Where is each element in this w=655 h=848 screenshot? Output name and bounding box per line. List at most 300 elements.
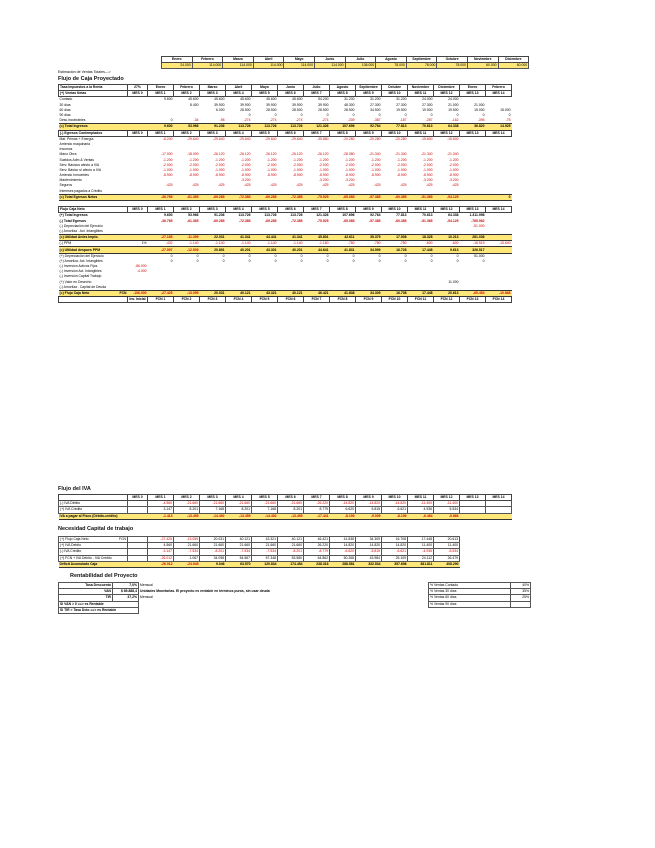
cell[interactable]: -1.000 [422, 167, 433, 172]
cell[interactable]: -27.597 [148, 247, 174, 253]
cell[interactable]: 0 [430, 113, 433, 118]
cell[interactable]: 3.147 [148, 507, 174, 513]
cell[interactable]: -1.200 [344, 157, 355, 162]
sales-value[interactable]: 114.000 [253, 63, 284, 69]
cell[interactable]: -425 [269, 183, 277, 188]
row-label[interactable]: (=) Total Egresos Netos [59, 194, 128, 200]
cell[interactable]: 17.448 [408, 290, 434, 296]
cell[interactable]: -425 [425, 183, 433, 188]
row-label[interactable]: (-) Inversion Activos Fijos [59, 264, 98, 269]
mes-header[interactable]: MES 1 [148, 495, 174, 501]
row-label[interactable]: (=) Utilidad despues PPM [59, 247, 128, 253]
sales-value[interactable]: 78.000 [376, 63, 407, 69]
cell[interactable]: 45.600 [292, 97, 303, 102]
cell[interactable]: -8.201 [278, 549, 304, 555]
row-label[interactable]: (=) Utilidad Antes Impto. [59, 235, 128, 241]
month-header[interactable]: Julio [304, 85, 330, 91]
cell[interactable]: -8.900 [370, 173, 381, 178]
cell[interactable]: 14.820 [382, 543, 408, 549]
row-label[interactable]: (+) IVA Crédito [59, 507, 128, 513]
cell[interactable]: -36.765 [148, 194, 174, 200]
cell[interactable]: -8.900 [448, 173, 459, 178]
mes-header[interactable]: MES 4 [226, 495, 252, 501]
cell[interactable]: -24.945 [174, 561, 200, 567]
cell[interactable]: 21.000 [448, 102, 459, 107]
cell[interactable]: 7.168 [200, 507, 226, 513]
row-label[interactable]: (-) IVA Débito [59, 501, 128, 507]
cell[interactable]: 408.290 [434, 561, 460, 567]
cell[interactable]: -29.640 [239, 136, 251, 141]
cell[interactable]: -425 [399, 183, 407, 188]
sales-value[interactable]: 114.000 [223, 63, 254, 69]
cell[interactable]: 53.966 [188, 213, 199, 218]
cell[interactable]: -12.539 [174, 247, 200, 253]
cell[interactable]: -1.000 [396, 167, 407, 172]
cell[interactable]: 20.613 [434, 290, 460, 296]
cell[interactable]: 6.621 [382, 507, 408, 513]
cell[interactable]: 46.421 [304, 290, 330, 296]
mes-header[interactable]: MES 10 [382, 495, 408, 501]
cell[interactable]: 19.500 [422, 107, 433, 112]
cell[interactable]: -14.492 [200, 513, 226, 519]
cell[interactable]: 27.300 [422, 102, 433, 107]
month-header[interactable]: Junio [278, 85, 304, 91]
mes-header[interactable]: MES 3 [200, 207, 226, 213]
cell[interactable]: 48.300 [344, 102, 355, 107]
cell[interactable]: 16.708 [382, 290, 408, 296]
cell[interactable]: -26.120 [291, 152, 303, 157]
cell[interactable]: -72.385 [226, 194, 252, 200]
cell[interactable]: 28.500 [318, 107, 329, 112]
cell[interactable]: -72.385 [278, 194, 304, 200]
cell[interactable]: -61.365 [174, 194, 200, 200]
cell[interactable]: 17.508 [382, 235, 408, 241]
cell[interactable]: 21.660 [200, 543, 226, 549]
cell[interactable]: -8.900 [344, 173, 355, 178]
cell[interactable]: 54.567 [226, 555, 252, 561]
cell[interactable]: 41.341 [278, 235, 304, 241]
split-label[interactable]: % Ventas 60 días [429, 595, 511, 601]
cell[interactable]: 36.820 [460, 124, 486, 130]
cell[interactable]: -3.200 [448, 178, 459, 183]
cell[interactable]: -26.120 [213, 152, 225, 157]
cell[interactable]: -75.525 [304, 194, 330, 200]
split-label[interactable]: % Ventas 90 días [429, 601, 511, 607]
cell[interactable]: -21.660 [278, 501, 304, 507]
cell[interactable]: -780 [347, 241, 355, 246]
cell[interactable]: -7.534 [252, 549, 278, 555]
mes-header[interactable]: MES 8 [330, 495, 356, 501]
cell[interactable]: -187 [399, 118, 407, 123]
cell[interactable]: 53.966 [174, 124, 200, 130]
cell[interactable]: -8.900 [396, 173, 407, 178]
cell[interactable]: 0 [378, 253, 381, 258]
cell[interactable]: -21.340 [395, 152, 407, 157]
cell[interactable]: -69.285 [200, 194, 226, 200]
cell[interactable]: 357.698 [382, 561, 408, 567]
cell[interactable]: -2.000 [188, 162, 199, 167]
cell[interactable]: 44.441 [252, 235, 278, 241]
month-header[interactable]: Mayo [284, 57, 315, 63]
cell[interactable]: -21.340 [369, 152, 381, 157]
cell[interactable]: -54.125 [447, 218, 459, 223]
cell[interactable]: -1.000 [448, 167, 459, 172]
cell[interactable]: 54.200 [318, 97, 329, 102]
cell[interactable]: -1.000 [370, 167, 381, 172]
cell[interactable]: 40.121 [226, 290, 252, 296]
month-header[interactable]: Agosto [376, 57, 407, 63]
rent-label[interactable]: VAN [59, 589, 113, 595]
cell[interactable]: 9.600 [148, 124, 174, 130]
sales-value[interactable]: 114.000 [314, 63, 345, 69]
cell[interactable]: 0 [326, 253, 329, 258]
cell[interactable]: -75 [505, 118, 511, 123]
mes-header[interactable]: MES 5 [252, 91, 278, 97]
cell[interactable]: -395 [477, 118, 485, 123]
cell[interactable]: 1.311.998 [469, 213, 485, 218]
cell[interactable]: -425 [217, 183, 225, 188]
mes-header[interactable]: MES 8 [330, 130, 356, 136]
cell[interactable]: -1.000 [344, 167, 355, 172]
row-label[interactable]: IVA a pagar al Fisco (Débito-crédito) [59, 513, 128, 519]
cell[interactable]: -6.621 [382, 549, 408, 555]
cell[interactable]: -26.120 [317, 152, 329, 157]
cell[interactable]: 14.820 [356, 543, 382, 549]
cell[interactable]: -29.640 [187, 136, 199, 141]
cell[interactable]: 92.764 [356, 124, 382, 130]
cell[interactable]: -21.340 [421, 152, 433, 157]
tasa-label[interactable]: Tasa Impuestos a la Renta [59, 85, 128, 91]
cell[interactable]: 0 [222, 253, 225, 258]
cell[interactable]: -1.200 [422, 157, 433, 162]
cell[interactable]: 4.936 [408, 507, 434, 513]
mes-header[interactable]: MES 1 [148, 130, 174, 136]
cell[interactable]: 21.660 [252, 543, 278, 549]
cell[interactable]: -8.900 [214, 173, 225, 178]
cell[interactable]: -21.340 [447, 152, 459, 157]
cell[interactable]: -7.534 [174, 549, 200, 555]
cell[interactable]: -17.441 [304, 513, 330, 519]
mes-header[interactable]: MES 10 [382, 130, 408, 136]
cell[interactable]: 281.036 [460, 235, 486, 241]
mes-header[interactable]: MES 5 [252, 130, 278, 136]
cell[interactable]: -6.620 [330, 549, 356, 555]
cell[interactable]: -51.000 [473, 223, 485, 228]
cell[interactable]: 92.764 [370, 213, 381, 218]
month-header[interactable]: Octubre [382, 85, 408, 91]
cell[interactable]: 8.201 [278, 507, 304, 513]
row-label[interactable]: Mano Obra [59, 152, 77, 157]
cell[interactable]: -72.385 [291, 218, 303, 223]
cell[interactable]: 5.534 [434, 507, 460, 513]
cell[interactable]: 41.341 [226, 235, 252, 241]
cell[interactable]: -8.900 [318, 173, 329, 178]
cell[interactable]: -15.600 [447, 136, 459, 141]
cell[interactable]: 0 [482, 258, 485, 263]
cell[interactable]: 39.900 [292, 102, 303, 107]
cell[interactable]: 0 [352, 113, 355, 118]
cell[interactable]: -26.220 [304, 501, 330, 507]
cell[interactable]: 11.000 [448, 279, 459, 284]
cell[interactable]: 57.348 [252, 555, 278, 561]
mes-header[interactable]: MES 6 [278, 207, 304, 213]
cell[interactable]: 332.534 [356, 561, 382, 567]
cell[interactable]: 45.801 [304, 235, 330, 241]
mes-header[interactable]: MES 7 [304, 91, 330, 97]
cell[interactable]: -36.765 [161, 218, 173, 223]
cell[interactable]: 34.098 [200, 555, 226, 561]
cell[interactable]: -8.900 [292, 173, 303, 178]
mes-header[interactable]: MES 9 [356, 207, 382, 213]
cell[interactable]: -1.200 [162, 157, 173, 162]
month-header[interactable]: Julio [345, 57, 376, 63]
cell[interactable]: 40.201 [278, 247, 304, 253]
mes-header[interactable]: MES 3 [200, 495, 226, 501]
cell[interactable]: 34.500 [370, 107, 381, 112]
mes-header[interactable]: MES 10 [382, 91, 408, 97]
cell[interactable]: -1.200 [240, 157, 251, 162]
row-label[interactable]: (-) PPM [59, 241, 72, 246]
mes-header[interactable]: MES 12 [434, 207, 460, 213]
cell[interactable]: 21.000 [474, 102, 485, 107]
cell[interactable]: 16.728 [382, 247, 408, 253]
cell[interactable]: 24.000 [422, 97, 433, 102]
row-label[interactable]: Desc.incobrables [59, 118, 86, 123]
cell[interactable]: -65.085 [343, 218, 355, 223]
cell[interactable]: -26.120 [265, 152, 277, 157]
mes-header[interactable]: MES 5 [252, 495, 278, 501]
cell[interactable]: -35.880 [317, 136, 329, 141]
cell[interactable]: 20.613 [434, 537, 460, 543]
cell[interactable]: 0 [456, 253, 459, 258]
month-header[interactable]: Enero [162, 57, 193, 63]
row-label[interactable]: (-) Inversion Capital Trabajo [59, 274, 102, 279]
month-header[interactable]: Septiembre [356, 85, 382, 91]
cell[interactable]: 0 [274, 113, 277, 118]
fcn-period-label[interactable]: FCN 11 [408, 297, 434, 303]
cell[interactable]: 0 [378, 113, 381, 118]
cell[interactable]: -27.425 [148, 537, 174, 543]
cell[interactable]: -13.459 [174, 513, 200, 519]
cell[interactable]: 34.309 [356, 290, 382, 296]
cell[interactable]: 113.726 [238, 213, 251, 218]
cell[interactable]: 113.726 [252, 124, 278, 130]
cell[interactable]: 0 [170, 118, 173, 123]
cell[interactable]: 91.236 [200, 124, 226, 130]
cell[interactable]: -29.640 [291, 136, 303, 141]
cell[interactable]: 121.326 [304, 124, 330, 130]
cell[interactable]: 8.201 [226, 507, 252, 513]
rent-label[interactable]: TIR [59, 595, 113, 601]
cell[interactable]: 9.600 [164, 97, 173, 102]
mes-header[interactable]: MES 13 [460, 91, 486, 97]
cell[interactable]: 45.600 [214, 97, 225, 102]
cell[interactable]: 20.891 [200, 247, 226, 253]
cell[interactable]: -8.199 [382, 513, 408, 519]
month-header[interactable]: Diciembre [434, 85, 460, 91]
cell[interactable]: 0 [274, 253, 277, 258]
cell[interactable]: 0 [300, 253, 303, 258]
cell[interactable]: -98 [219, 118, 225, 123]
cell[interactable]: 39.900 [318, 102, 329, 107]
cell[interactable]: -26.012 [148, 555, 174, 561]
cell[interactable]: 19.500 [448, 107, 459, 112]
cell[interactable]: -1.140 [266, 241, 277, 246]
cell[interactable]: -2.000 [448, 162, 459, 167]
cell[interactable]: 0 [430, 253, 433, 258]
cell[interactable]: 41.838 [330, 537, 356, 543]
ppm-rate[interactable]: 1% [141, 241, 147, 246]
cell[interactable]: 46.421 [304, 537, 330, 543]
cell[interactable]: 326.517 [460, 247, 486, 253]
cell[interactable]: 0 [222, 258, 225, 263]
sales-value[interactable]: 136.000 [345, 63, 376, 69]
cell[interactable]: 107.696 [342, 213, 355, 218]
cell[interactable]: 0 [274, 258, 277, 263]
cell[interactable]: 15.000 [500, 107, 511, 112]
cell[interactable]: -51.365 [421, 218, 433, 223]
cell[interactable]: 31.200 [344, 97, 355, 102]
cell[interactable]: 11.400 [408, 543, 434, 549]
cell[interactable]: 31.200 [370, 97, 381, 102]
cell[interactable]: 0 [378, 258, 381, 263]
cell[interactable]: 21.660 [174, 543, 200, 549]
cell[interactable]: 43.984 [356, 555, 382, 561]
cell[interactable]: -425 [191, 183, 199, 188]
cell[interactable]: 4.560 [148, 543, 174, 549]
cell[interactable]: -2.000 [396, 162, 407, 167]
cell[interactable]: -20.280 [343, 136, 355, 141]
mes-header[interactable]: MES 4 [226, 91, 252, 97]
month-header[interactable]: Marzo [200, 85, 226, 91]
cell[interactable]: -11.400 [408, 501, 434, 507]
cell[interactable]: -425 [347, 183, 355, 188]
cell[interactable]: -26.012 [148, 561, 174, 567]
cell[interactable]: -10.868 [486, 290, 512, 296]
cell[interactable]: 10.213 [434, 235, 460, 241]
rent-value[interactable]: 37,2% [113, 595, 139, 601]
mes-header[interactable]: MES 3 [200, 130, 226, 136]
cell[interactable]: -69.285 [213, 218, 225, 223]
mes-header[interactable]: MES 2 [174, 495, 200, 501]
cell[interactable]: -20.280 [369, 136, 381, 141]
row-label[interactable]: (+) Depreciación del Ejercicio [59, 253, 104, 258]
cell[interactable]: 27.300 [370, 102, 381, 107]
cell[interactable]: 18.328 [408, 235, 434, 241]
month-header[interactable]: Abril [226, 85, 252, 91]
cell[interactable]: -1.000 [214, 167, 225, 172]
rent-value[interactable]: $ 89.888,4 [113, 589, 139, 595]
fcn-period-label[interactable]: Inv. Inicial [129, 297, 146, 302]
cell[interactable]: 16.708 [382, 537, 408, 543]
row-label[interactable]: Sueldos Adm & Ventas [59, 157, 94, 162]
cell[interactable]: 40.201 [226, 247, 252, 253]
cell[interactable]: 9.046 [200, 561, 226, 567]
cell[interactable]: -2.000 [318, 162, 329, 167]
month-header[interactable]: Enero [460, 85, 486, 91]
rent-note[interactable]: Mensual [140, 583, 153, 588]
cell[interactable]: -1.200 [292, 157, 303, 162]
cell[interactable]: -274 [295, 118, 303, 123]
mes-header[interactable]: MES 9 [356, 130, 382, 136]
cell[interactable]: 107.696 [330, 124, 356, 130]
tir-rule[interactable]: Si TIR > Tasa Dcto ==> es Rentable [59, 607, 139, 613]
cell[interactable]: 0 [248, 258, 251, 263]
cell[interactable]: -425 [321, 183, 329, 188]
mes-header[interactable]: MES 4 [226, 207, 252, 213]
cell[interactable] [460, 513, 486, 519]
cell[interactable]: 0 [248, 253, 251, 258]
cell[interactable]: -5.866 [434, 513, 460, 519]
cell[interactable]: -16.519 [473, 241, 485, 246]
cell[interactable]: 15.000 [474, 107, 485, 112]
cell[interactable]: -1.200 [448, 157, 459, 162]
row-label[interactable]: (-) Total Egresos [59, 218, 86, 223]
cell[interactable]: 24.112 [408, 555, 434, 561]
cell[interactable]: 9.600 [164, 213, 173, 218]
cell[interactable]: 0 [196, 258, 199, 263]
month-header[interactable]: Septiembre [406, 57, 437, 63]
mes-header[interactable]: MES 11 [408, 91, 434, 97]
cell[interactable]: -2.000 [292, 162, 303, 167]
mes-header[interactable]: MES 11 [408, 130, 434, 136]
fcn-period-label[interactable]: FCN 4 [226, 297, 252, 303]
sales-value[interactable]: 60.000 [467, 63, 498, 69]
cell[interactable]: 121.326 [316, 213, 329, 218]
cell[interactable] [128, 561, 148, 567]
cell[interactable]: -339 [347, 118, 355, 123]
fcn-period-label[interactable]: FCN 1 [148, 297, 174, 303]
row-label[interactable]: 90 días [59, 113, 71, 118]
month-header[interactable]: Octubre [437, 57, 468, 63]
cell[interactable]: -57.385 [356, 194, 382, 200]
cell[interactable]: 288.581 [330, 561, 356, 567]
cell[interactable]: 25.109 [382, 555, 408, 561]
sales-value[interactable]: 114.000 [284, 63, 315, 69]
cell[interactable]: -8.779 [304, 549, 330, 555]
sales-value[interactable]: 78.000 [406, 63, 437, 69]
cell[interactable]: 0 [404, 113, 407, 118]
cell[interactable]: -8.900 [162, 173, 173, 178]
cell[interactable]: 14.820 [330, 543, 356, 549]
cell[interactable]: -13.459 [226, 513, 252, 519]
row-label[interactable]: Intereses pagados a Crédito [59, 188, 103, 193]
fcn-period-label[interactable]: FCN 10 [382, 297, 408, 303]
cell[interactable]: -3.200 [318, 178, 329, 183]
cell[interactable]: 28.500 [240, 107, 251, 112]
cell[interactable]: -274 [321, 118, 329, 123]
cell[interactable] [59, 297, 128, 303]
cell[interactable]: 64.862 [304, 555, 330, 561]
cell[interactable]: 26.479 [434, 555, 460, 561]
cell[interactable]: -65.454 [460, 290, 486, 296]
cell[interactable]: -57.385 [369, 218, 381, 223]
cell[interactable]: 0 [170, 253, 173, 258]
mes-header[interactable]: MES 12 [434, 91, 460, 97]
cell[interactable]: -600 [425, 241, 433, 246]
cell[interactable]: 113.726 [290, 213, 303, 218]
mes-header[interactable]: MES 2 [174, 91, 200, 97]
cell[interactable]: 0 [430, 258, 433, 263]
month-header[interactable]: Febrero [192, 57, 223, 63]
cell[interactable]: 63.570 [226, 561, 252, 567]
cell[interactable]: 17.448 [408, 537, 434, 543]
month-header[interactable]: Febrero [486, 85, 512, 91]
cell[interactable]: 50.268 [330, 555, 356, 561]
month-header[interactable]: Noviembre [408, 85, 434, 91]
split-value[interactable]: 35% [511, 589, 531, 595]
cell[interactable]: 19.500 [396, 107, 407, 112]
